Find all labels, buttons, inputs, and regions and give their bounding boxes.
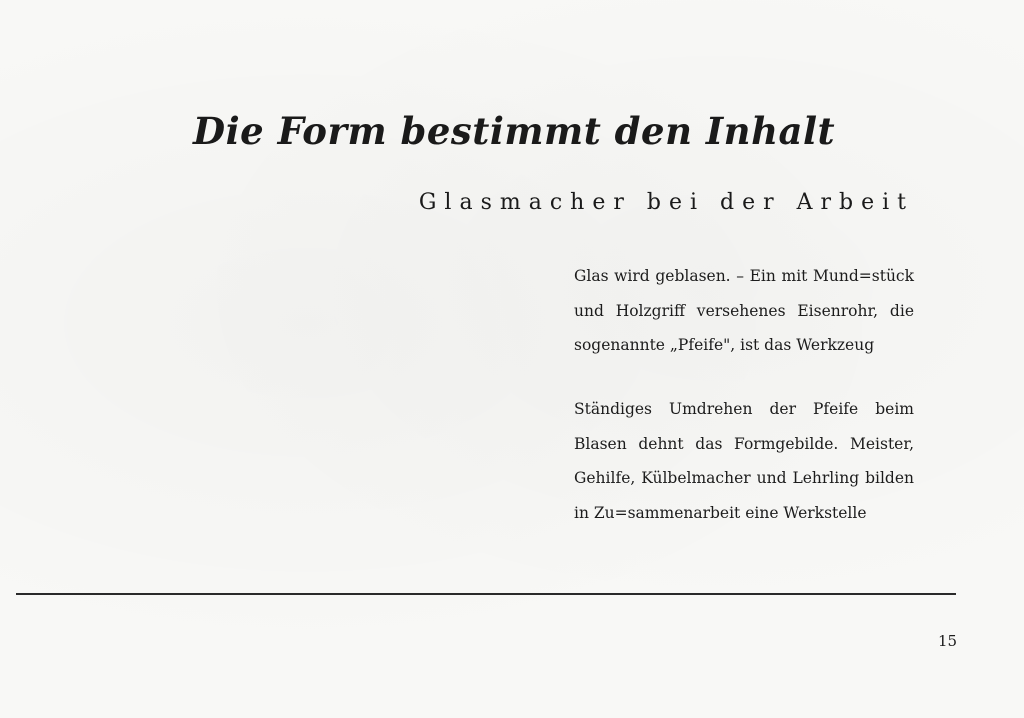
- horizontal-rule: [16, 593, 956, 595]
- section-subtitle: Glasmacher bei der Arbeit: [418, 190, 914, 215]
- paragraph-1: Glas wird geblasen. – Ein mit Mund=stück und Holzgriff versehenes Eisenrohr, die sogenannte „Pfeife", ist das Werkzeug: [574, 267, 914, 354]
- page-title: Die Form bestimmt den Inhalt: [193, 108, 836, 153]
- page-number: 15: [938, 632, 958, 650]
- paragraph-2: Ständiges Umdrehen der Pfeife beim Blasen dehnt das Formgebilde. Meister, Gehilfe, Külbelmacher und Lehrling bilden in Zu=sammenarbeit eine Werkstelle: [574, 400, 914, 522]
